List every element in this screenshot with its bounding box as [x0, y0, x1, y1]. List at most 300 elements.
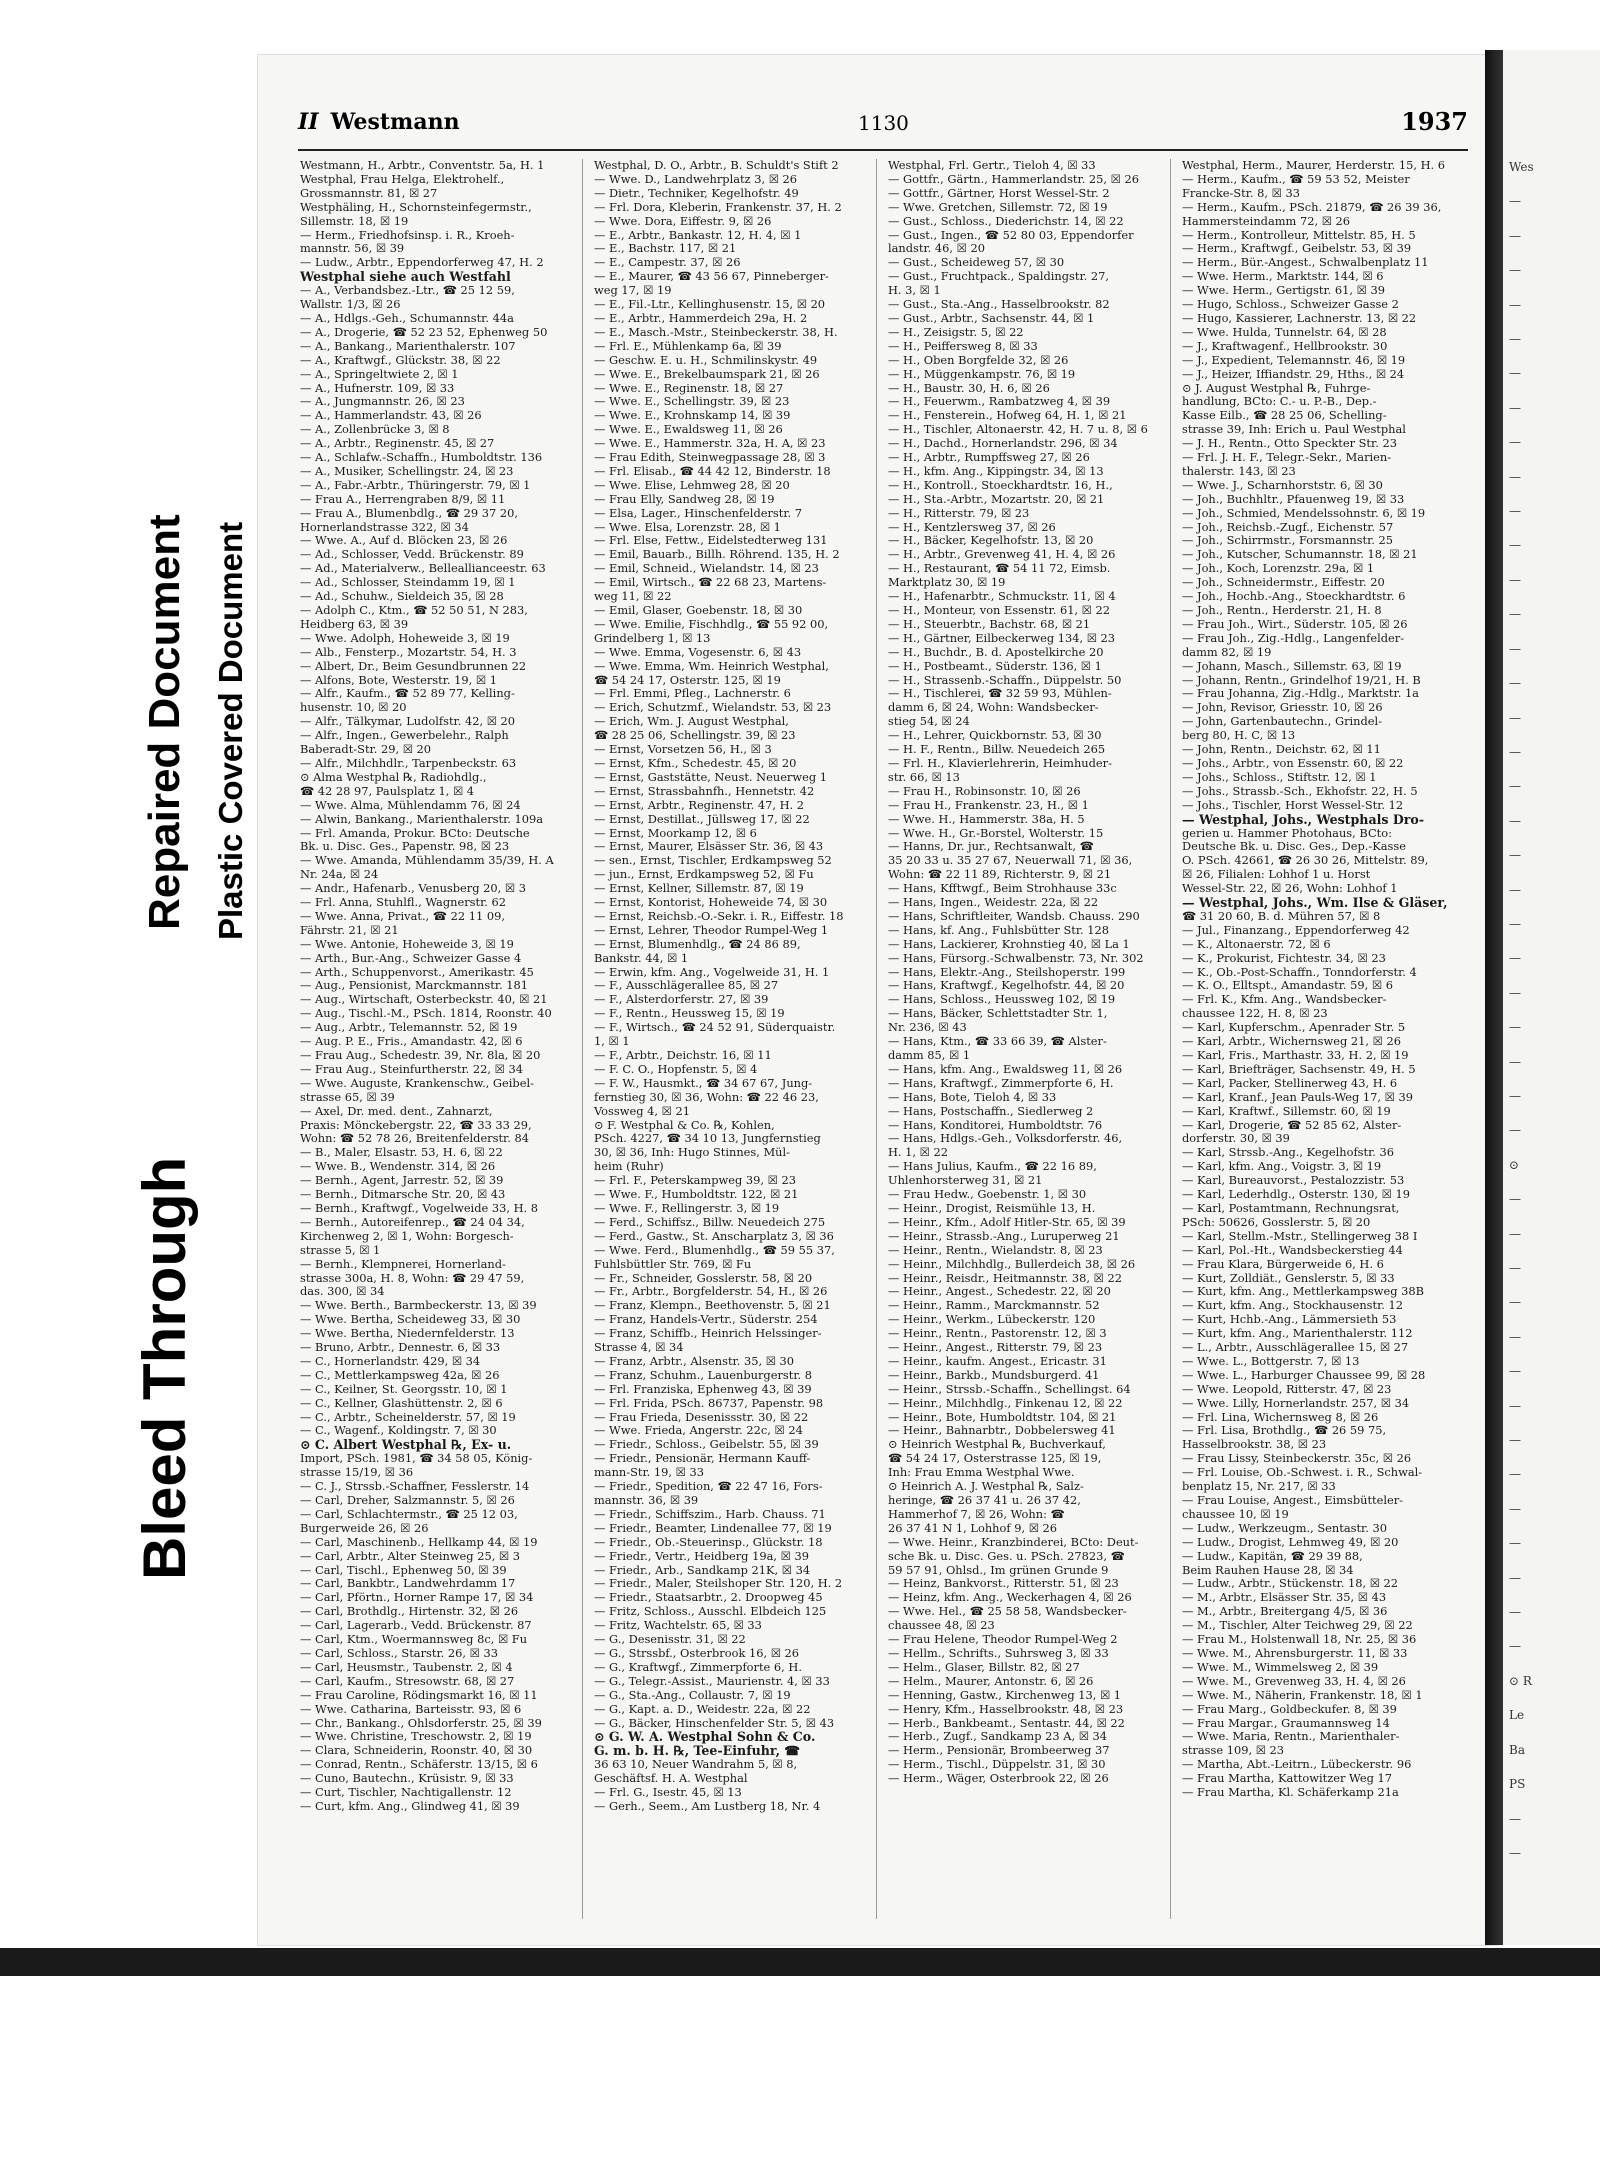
directory-entry: — Carl, Schloss., Starstr. 26, ☒ 33 — [300, 1646, 498, 1660]
directory-entry: strasse 15/19, ☒ 36 — [300, 1466, 414, 1480]
directory-entry: — Franz, Schiffb., Heinrich Helssinger- — [594, 1327, 822, 1341]
directory-entry: — Herb., Zugf., Sandkamp 23 A, ☒ 34 — [888, 1730, 1108, 1744]
directory-entry: — G., Telegr.-Assist., Maurienstr. 4, ☒ 33 — [594, 1674, 830, 1688]
directory-entry: — J. H., Rentn., Otto Speckter Str. 23 — [1182, 437, 1397, 451]
directory-entry: — Kurt, kfm. Ang., Mettlerkampsweg 38B — [1182, 1285, 1425, 1299]
directory-entry: ⊙ Alma Westphal ℞, Radiohdlg., — [300, 770, 487, 784]
directory-entry: — Karl, Stellm.-Mstr., Stellingerweg 38 I — [1182, 1229, 1418, 1243]
directory-entry: — Elsa, Lager., Hinschenfelderstr. 7 — [594, 506, 803, 520]
directory-entry: — F. W., Hausmkt., ☎ 34 67 67, Jung- — [594, 1076, 813, 1090]
directory-entry: Inh: Frau Emma Westphal Wwe. — [888, 1466, 1075, 1480]
directory-entry: — Herm., Kontrolleur, Mittelstr. 85, H. 5 — [1182, 228, 1416, 242]
next-page-fragment: PS — [1509, 1777, 1526, 1792]
page-header — [298, 105, 1468, 151]
directory-entry: — A., Kraftwgf., Glückstr. 38, ☒ 22 — [300, 353, 501, 367]
directory-entry: — Friedr., Spedition, ☎ 22 47 16, Fors- — [594, 1480, 823, 1494]
directory-entry: — Alfr., Milchhdlr., Tarpenbeckstr. 63 — [300, 756, 517, 770]
running-head — [298, 109, 460, 135]
directory-entry: — Wwe. H., Gr.-Borstel, Wolterstr. 15 — [888, 826, 1104, 840]
directory-entry: — Gerh., Seem., Am Lustberg 18, Nr. 4 — [594, 1799, 821, 1813]
directory-entry: Hammerhof 7, ☒ 26, Wohn: ☎ — [888, 1507, 1065, 1521]
next-page-fragment: — — [1509, 228, 1521, 243]
directory-entry: — Karl, Fris., Marthastr. 33, H. 2, ☒ 19 — [1182, 1049, 1409, 1062]
directory-entry: — Kurt, kfm. Ang., Stockhausenstr. 12 — [1182, 1299, 1404, 1313]
directory-entry: — Ernst, Vorsetzen 56, H., ☒ 3 — [594, 743, 772, 757]
directory-entry: — Wwe. E., Krohnskamp 14, ☒ 39 — [594, 409, 791, 423]
directory-entry: — John, Gartenbautechn., Grindel- — [1182, 715, 1383, 729]
next-page-fragment: — — [1509, 1088, 1521, 1103]
directory-entry: — Ludw., Kapitän, ☎ 29 39 88, — [1182, 1549, 1363, 1563]
directory-entry: — Ernst, Strassbahnfh., Hennetstr. 42 — [594, 784, 815, 798]
directory-entry: Wallstr. 1/3, ☒ 26 — [300, 298, 401, 312]
directory-entry: — Helm., Maurer, Antonstr. 6, ☒ 26 — [888, 1674, 1094, 1688]
directory-entry: — Ernst, Destillat., Jüllsweg 17, ☒ 22 — [594, 812, 810, 826]
directory-entry: — C., Keilner, St. Georgsstr. 10, ☒ 1 — [300, 1382, 508, 1396]
directory-entry: — Erich, Wm. J. August Westphal, — [594, 715, 789, 729]
directory-entry: — Erich, Schutzmf., Wielandstr. 53, ☒ 23 — [594, 701, 832, 715]
year: 1937 — [1401, 107, 1468, 136]
directory-entry: Westphal, Frl. Gertr., Tieloh 4, ☒ 33 — [888, 159, 1096, 172]
directory-entry: — Heinr., Strassb.-Ang., Luruperweg 21 — [888, 1229, 1120, 1243]
directory-entry: strasse 109, ☒ 23 — [1182, 1744, 1285, 1758]
directory-entry: — Carl, Schlachtermstr., ☎ 25 12 03, — [300, 1507, 518, 1521]
directory-entry: — Frl. Else, Fettw., Eidelstedterweg 131 — [594, 534, 828, 548]
directory-entry: — John, Revisor, Griesstr. 10, ☒ 26 — [1182, 701, 1383, 715]
directory-entry: str. 66, ☒ 13 — [888, 770, 960, 784]
directory-entry: — Wwe. Dora, Eiffestr. 9, ☒ 26 — [594, 214, 772, 228]
directory-entry: Westphal, D. O., Arbtr., B. Schuldt's Stift 2 — [594, 159, 839, 172]
directory-entry: — Emil, Schneid., Wielandstr. 14, ☒ 23 — [594, 562, 819, 576]
directory-entry: strasse 65, ☒ 39 — [300, 1090, 395, 1104]
directory-entry: — E., Maurer, ☎ 43 56 67, Pinneberger- — [594, 270, 829, 284]
directory-entry: — Frau Martha, Kattowitzer Weg 17 — [1182, 1772, 1392, 1786]
directory-entry: — G., Desenisstr. 31, ☒ 22 — [594, 1633, 746, 1647]
directory-entry: Westphal, Herm., Maurer, Herderstr. 15, H. 6 — [1182, 159, 1446, 172]
directory-entry: — Bernh., Agent, Jarrestr. 52, ☒ 39 — [300, 1174, 504, 1188]
directory-entry: — Wwe. A., Auf d. Blöcken 23, ☒ 26 — [300, 534, 508, 548]
next-page-fragment: — — [1509, 1570, 1521, 1585]
directory-entry: — Franz, Arbtr., Alsenstr. 35, ☒ 30 — [594, 1354, 795, 1368]
directory-entry: — Henry, Kfm., Hasselbrookstr. 48, ☒ 23 — [888, 1702, 1124, 1716]
next-page-fragment: — — [1509, 882, 1521, 897]
directory-entry: Francke-Str. 8, ☒ 33 — [1182, 186, 1300, 200]
directory-entry: — Friedr., Staatsarbtr., 2. Droopweg 45 — [594, 1591, 823, 1605]
directory-entry: 26 37 41 N 1, Lohhof 9, ☒ 26 — [888, 1521, 1058, 1535]
directory-entry: handlung, BCto: C.- u. P.-B., Dep.- — [1182, 395, 1377, 409]
next-page-fragment: — — [1509, 710, 1521, 725]
head-word: Westmann — [330, 109, 460, 135]
directory-entry: — Karl, Strssb.-Ang., Kegelhofstr. 36 — [1182, 1146, 1395, 1160]
directory-entry: — Wwe. Adolph, Hoheweide 3, ☒ 19 — [300, 631, 510, 645]
directory-entry: — Franz, Schuhm., Lauenburgerstr. 8 — [594, 1368, 813, 1382]
next-page-fragment: Wes — [1509, 160, 1534, 174]
directory-entry: dorferstr. 30, ☒ 39 — [1182, 1132, 1290, 1146]
directory-entry: — H., Peiffersweg 8, ☒ 33 — [888, 339, 1038, 353]
directory-entry: chaussee 122, H. 8, ☒ 23 — [1182, 1007, 1328, 1021]
directory-entry: Kasse Eilb., ☎ 28 25 06, Schelling- — [1182, 409, 1387, 423]
directory-entry: — E., Arbtr., Bankastr. 12, H. 4, ☒ 1 — [594, 228, 802, 242]
directory-entry: — Wwe. M., Näherin, Frankenstr. 18, ☒ 1 — [1182, 1688, 1423, 1702]
directory-entry: — Heinr., Strssb.-Schaffn., Schellingst. 64 — [888, 1382, 1131, 1396]
directory-entry: — Hans, Ktm., ☎ 33 66 39, ☎ Alster- — [888, 1035, 1107, 1049]
directory-entry: — H., Kontroll., Stoeckhardtstr. 16, H., — [888, 478, 1113, 492]
directory-entry: — H., Müggenkampstr. 76, ☒ 19 — [888, 367, 1076, 381]
directory-entry: Wessel-Str. 22, ☒ 26, Wohn: Lohhof 1 — [1182, 882, 1398, 896]
directory-entry: — Gust., Sta.-Ang., Hasselbrookstr. 82 — [888, 298, 1110, 312]
directory-entry: — Gottfr., Gärtn., Hammerlandstr. 25, ☒ 26 — [888, 172, 1139, 186]
directory-entry: Hasselbrookstr. 38, ☒ 23 — [1182, 1438, 1327, 1452]
next-page-fragment: — — [1509, 676, 1521, 691]
directory-entry: — Hans, Postschaffn., Siedlerweg 2 — [888, 1104, 1094, 1118]
directory-entry: ☒ 26, Filialen: Lohhof 1 u. Horst — [1182, 868, 1371, 882]
directory-entry: — Ernst, Kfm., Schedestr. 45, ☒ 20 — [594, 756, 797, 770]
directory-entry: ⊙ F. Westphal & Co. ℞, Kohlen, — [594, 1118, 775, 1132]
directory-entry: — Fritz, Wachtelstr. 65, ☒ 33 — [594, 1619, 762, 1633]
directory-entry: G. m. b. H. ℞, Tee-Einfuhr, ☎ — [594, 1744, 801, 1759]
directory-entry: — Karl, Packer, Stellinerweg 43, H. 6 — [1182, 1076, 1398, 1090]
next-page-fragment: — — [1509, 1054, 1521, 1069]
directory-entry: — E., Fil.-Ltr., Kellinghusenstr. 15, ☒ 20 — [594, 298, 826, 312]
directory-entry: — Kurt, kfm. Ang., Marienthalerstr. 112 — [1182, 1327, 1413, 1341]
directory-entry: Bk. u. Disc. Ges., Papenstr. 98, ☒ 23 — [300, 840, 510, 854]
directory-entry: — M., Tischler, Alter Teichweg 29, ☒ 22 — [1182, 1619, 1413, 1633]
directory-entry: — M., Arbtr., Elsässer Str. 35, ☒ 43 — [1182, 1591, 1387, 1605]
next-page-fragment: — — [1509, 572, 1521, 587]
bleed-through-label: Bleed Through — [131, 1156, 198, 1580]
directory-entry: — M., Arbtr., Breitergang 4/5, ☒ 36 — [1182, 1605, 1388, 1619]
directory-entry: — Emil, Bauarb., Billh. Röhrend. 135, H. 2 — [594, 548, 840, 562]
directory-entry: — Frau Margar., Graumannsweg 14 — [1182, 1716, 1390, 1730]
directory-entry: — Arth., Schuppenvorst., Amerikastr. 45 — [300, 965, 534, 979]
directory-entry: — Heinr., Angest., Ritterstr. 79, ☒ 23 — [888, 1341, 1103, 1355]
next-page-fragment: Ba — [1509, 1742, 1525, 1757]
directory-entry: — Heinr., Bote, Humboldtstr. 104, ☒ 21 — [888, 1410, 1117, 1424]
next-page-fragment: — — [1509, 1605, 1521, 1620]
directory-entry: Westphal, Frau Helga, Elektrohelf., — [300, 172, 505, 186]
directory-entry: — Hans, Ingen., Weidestr. 22a, ☒ 22 — [888, 896, 1099, 910]
directory-entry: berg 80, H. C, ☒ 13 — [1182, 729, 1296, 743]
directory-entry: Kirchenweg 2, ☒ 1, Wohn: Borgesch- — [300, 1229, 514, 1243]
next-page-fragment: — — [1509, 435, 1521, 450]
directory-entry: — G., Kraftwgf., Zimmerpforte 6, H. — [594, 1660, 802, 1674]
directory-entry: — A., Fabr.-Arbtr., Thüringerstr. 79, ☒ 1 — [300, 478, 531, 492]
directory-entry: — Carl, Tischl., Ephenweg 50, ☒ 39 — [300, 1563, 507, 1577]
next-page-fragment: ⊙ R — [1509, 1673, 1532, 1688]
directory-entry: — Frau Frieda, Desenissstr. 30, ☒ 22 — [594, 1410, 809, 1424]
directory-entry: — Wwe. Amanda, Mühlendamm 35/39, H. A — [300, 854, 554, 868]
directory-entry: — Heinr., kaufm. Angest., Ericastr. 31 — [888, 1354, 1107, 1368]
directory-entry: — Aug., Tischl.-M., PSch. 1814, Roonstr. 40 — [300, 1007, 552, 1021]
directory-entry: — Wwe. Bertha, Niedernfelderstr. 13 — [300, 1327, 515, 1341]
directory-entry: — Gust., Scheideweg 57, ☒ 30 — [888, 256, 1065, 270]
plastic-covered-document-label: Plastic Covered Document — [212, 521, 249, 940]
directory-entry: — Ad., Schlosser, Steindamm 19, ☒ 1 — [300, 576, 516, 590]
directory-entry: — Ludw., Arbtr., Stückenstr. 18, ☒ 22 — [1182, 1577, 1399, 1591]
directory-entry: — Wwe. Antonie, Hoheweide 3, ☒ 19 — [300, 937, 514, 951]
directory-entry: — Frau Caroline, Rödingsmarkt 16, ☒ 11 — [300, 1688, 538, 1702]
repaired-document-label: Repaired Document — [140, 514, 189, 930]
directory-entry: — G., Bäcker, Hinschenfelder Str. 5, ☒ 43 — [594, 1716, 835, 1730]
directory-entry: — Albert, Dr., Beim Gesundbrunnen 22 — [300, 659, 527, 673]
directory-entry: — Karl, Arbtr., Wichernsweg 21, ☒ 26 — [1182, 1035, 1401, 1049]
directory-entry: — Joh., Rentn., Herderstr. 21, H. 8 — [1182, 604, 1382, 617]
directory-entry: ☎ 28 25 06, Schellingstr. 39, ☒ 23 — [594, 729, 796, 743]
directory-entry: Wohn: ☎ 22 11 89, Richterstr. 9, ☒ 21 — [888, 868, 1112, 882]
directory-entry: Fuhlsbüttler Str. 769, ☒ Fu — [594, 1257, 752, 1271]
directory-entry: — H., Postbeamt., Süderstr. 136, ☒ 1 — [888, 659, 1102, 673]
next-page-fragment: — — [1509, 1261, 1521, 1275]
directory-entry: — Heinz, Bankvorst., Ritterstr. 51, ☒ 23 — [888, 1577, 1119, 1591]
directory-entry: — Wwe. Frieda, Angerstr. 22c, ☒ 24 — [594, 1424, 803, 1438]
directory-entry: — L., Arbtr., Ausschlägerallee 15, ☒ 27 — [1182, 1341, 1409, 1355]
directory-entry: — Wwe. Elsa, Lorenzstr. 28, ☒ 1 — [594, 520, 781, 534]
directory-entry: 1, ☒ 1 — [594, 1035, 630, 1049]
section-numeral: II — [298, 109, 319, 135]
directory-entry: — Karl, Bureauvorst., Pestalozzistr. 53 — [1182, 1174, 1405, 1188]
directory-entry: — Adolph C., Ktm., ☎ 52 50 51, N 283, — [300, 604, 528, 617]
directory-entry: — H., Buchdr., B. d. Apostelkirche 20 — [888, 645, 1104, 659]
directory-entry: — Hans, Schriftleiter, Wandsb. Chauss. 290 — [888, 909, 1140, 923]
directory-entry: — Friedr., Vertr., Heidberg 19a, ☒ 39 — [594, 1549, 809, 1563]
directory-entry: — H., Hafenarbtr., Schmuckstr. 11, ☒ 4 — [888, 590, 1116, 604]
directory-entry: — C., Mettlerkampsweg 42a, ☒ 26 — [300, 1368, 500, 1382]
directory-entry: thalerstr. 143, ☒ 23 — [1182, 464, 1296, 478]
directory-entry: ☎ 42 28 97, Paulsplatz 1, ☒ 4 — [300, 784, 475, 798]
directory-entry: — Hans, Schloss., Heussweg 102, ☒ 19 — [888, 993, 1116, 1007]
directory-entry: — Wwe. M., Ahrensburgerstr. 11, ☒ 33 — [1182, 1646, 1408, 1660]
directory-entry: — Bernh., Autoreifenrep., ☎ 24 04 34, — [300, 1215, 525, 1229]
directory-entry: — A., Bankang., Marienthalerstr. 107 — [300, 339, 516, 353]
directory-entry: das. 300, ☒ 34 — [300, 1285, 385, 1299]
directory-entry: — Friedr., Arb., Sandkamp 21K, ☒ 34 — [594, 1563, 811, 1577]
directory-entry: — Westphal, Johs., Westphals Dro- — [1182, 812, 1425, 827]
directory-entry: Burgerweide 26, ☒ 26 — [300, 1521, 429, 1535]
directory-entry: — Friedr., Pensionär, Hermann Kauff- — [594, 1452, 811, 1466]
directory-entry: — Ad., Schlosser, Vedd. Brückenstr. 89 — [300, 548, 524, 562]
directory-entry: — Hans Julius, Kaufm., ☎ 22 16 89, — [888, 1160, 1097, 1174]
directory-entry: — B., Maler, Elsastr. 53, H. 6, ☒ 22 — [300, 1146, 503, 1160]
directory-entry: — Ernst, Kontorist, Hoheweide 74, ☒ 30 — [594, 896, 828, 910]
directory-entry: mannstr. 56, ☒ 39 — [300, 242, 405, 256]
directory-entry: — Joh., Schneidermstr., Eiffestr. 20 — [1182, 576, 1385, 590]
directory-entry: — H., Lehrer, Quickbornstr. 53, ☒ 30 — [888, 729, 1102, 743]
directory-entry: heim (Ruhr) — [594, 1160, 664, 1174]
directory-entry: — Chr., Bankang., Ohlsdorferstr. 25, ☒ 39 — [300, 1716, 542, 1730]
directory-entry: — Emil, Wirtsch., ☎ 22 68 23, Martens- — [594, 576, 827, 590]
next-page-fragment: — — [1509, 194, 1521, 209]
directory-entry: — Frl. Amanda, Prokur. BCto: Deutsche — [300, 826, 530, 840]
next-page-fragment: — — [1509, 263, 1521, 278]
directory-entry: — Fr., Arbtr., Borgfelderstr. 54, H., ☒ 26 — [594, 1285, 828, 1299]
next-page-fragment: — — [1509, 985, 1521, 1000]
directory-entry: — Frl. J. H. F., Telegr.-Sekr., Marien- — [1182, 451, 1392, 465]
directory-entry: — Wwe. L., Bottgerstr. 7, ☒ 13 — [1182, 1354, 1360, 1368]
directory-entry: — Johann, Masch., Sillemstr. 63, ☒ 19 — [1182, 659, 1402, 673]
directory-entry: — Gust., Schloss., Diederichstr. 14, ☒ 22 — [888, 214, 1124, 228]
directory-entry: Praxis: Mönckebergstr. 22, ☎ 33 33 29, — [300, 1118, 532, 1132]
directory-entry: — G., Kapt. a. D., Weidestr. 22a, ☒ 22 — [594, 1702, 811, 1716]
directory-entry: — Herm., Bür.-Angest., Schwalbenplatz 11 — [1182, 256, 1429, 270]
next-page-fragment: — — [1509, 1295, 1521, 1310]
next-page-fragment: — — [1509, 1192, 1521, 1207]
directory-entry: — A., Hufnerstr. 109, ☒ 33 — [300, 381, 455, 395]
directory-entry: — Ernst, Gaststätte, Neust. Neuerweg 1 — [594, 770, 828, 784]
directory-entry: heringe, ☎ 26 37 41 u. 26 37 42, — [888, 1494, 1081, 1507]
directory-entry: — Frl. F., Peterskampweg 39, ☒ 23 — [594, 1174, 796, 1188]
directory-entry: — Carl, Dreher, Salzmannstr. 5, ☒ 26 — [300, 1494, 515, 1507]
directory-entry: — Frl. Lina, Wichernsweg 8, ☒ 26 — [1182, 1410, 1379, 1424]
directory-entry: — Aug., Arbtr., Telemannstr. 52, ☒ 19 — [300, 1021, 518, 1035]
directory-entry: — Ludw., Arbtr., Eppendorferweg 47, H. 2 — [300, 256, 544, 270]
directory-entry: — jun., Ernst, Erdkampsweg 52, ☒ Fu — [594, 868, 814, 882]
directory-entry: Bankstr. 44, ☒ 1 — [594, 951, 689, 965]
directory-entry: — Cuno, Bautechn., Krüsistr. 9, ☒ 33 — [300, 1772, 514, 1786]
directory-entry: — Hellm., Schrifts., Suhrsweg 3, ☒ 33 — [888, 1646, 1109, 1660]
directory-entry: — Wwe. Herm., Gertigstr. 61, ☒ 39 — [1182, 284, 1385, 298]
directory-entry: PSch: 50626, Gosslerstr. 5, ☒ 20 — [1182, 1215, 1371, 1229]
directory-entry: — Karl, Kraftwf., Sillemstr. 60, ☒ 19 — [1182, 1104, 1391, 1118]
directory-entry: — Hans, Kfftwgf., Beim Strohhause 33c — [888, 882, 1117, 896]
directory-entry: — Joh., Kutscher, Schumannstr. 18, ☒ 21 — [1182, 548, 1418, 562]
directory-entry: — Curt, kfm. Ang., Glindweg 41, ☒ 39 — [300, 1799, 520, 1813]
directory-entry: — H., Arbtr., Rumpffsweg 27, ☒ 26 — [888, 451, 1090, 465]
directory-entry: — Alfr., Tälkymar, Ludolfstr. 42, ☒ 20 — [300, 715, 516, 729]
directory-entry: — Kurt, Hchb.-Ang., Lämmersieth 53 — [1182, 1313, 1397, 1327]
directory-entry: — Frl. Franziska, Ephenweg 43, ☒ 39 — [594, 1382, 812, 1396]
next-page-edge — [1503, 50, 1600, 1945]
next-page-fragment: — — [1509, 1467, 1521, 1482]
directory-entry: — Wwe. Lilly, Hornerlandstr. 257, ☒ 34 — [1182, 1396, 1410, 1410]
directory-entry: — H., Arbtr., Grevenweg 41, H. 4, ☒ 26 — [888, 548, 1116, 562]
directory-entry: Fährstr. 21, ☒ 21 — [300, 923, 399, 937]
directory-entry: — C., Arbtr., Scheinelderstr. 57, ☒ 19 — [300, 1410, 516, 1424]
directory-entry: — Frl. Louise, Ob.-Schwest. i. R., Schwal- — [1182, 1466, 1423, 1480]
directory-entry: — C., Wagenf., Koldingstr. 7, ☒ 30 — [300, 1424, 497, 1438]
directory-entry: — Wwe. Hulda, Tunnelstr. 64, ☒ 28 — [1182, 325, 1387, 339]
directory-entry: — Wwe. Ferd., Blumenhdlg., ☎ 59 55 37, — [594, 1243, 835, 1257]
directory-entry: — Gust., Fruchtpack., Spaldingstr. 27, — [888, 270, 1109, 284]
directory-entry: — Wwe. E., Hammerstr. 32a, H. A, ☒ 23 — [594, 437, 826, 451]
directory-entry: — Herm., Kaufm., PSch. 21879, ☎ 26 39 36, — [1182, 200, 1442, 214]
directory-entry: — C., Hornerlandstr. 429, ☒ 34 — [300, 1354, 481, 1368]
next-page-fragment: — — [1509, 1226, 1521, 1241]
directory-entry: — Ernst, Lehrer, Theodor Rumpel-Weg 1 — [594, 923, 829, 937]
page-number: 1130 — [858, 111, 909, 135]
next-page-fragment: — — [1509, 916, 1521, 931]
directory-entry: — Frau Louise, Angest., Eimsbütteler- — [1182, 1494, 1404, 1507]
directory-entry: — Hugo, Kassierer, Lachnerstr. 13, ☒ 22 — [1182, 311, 1417, 325]
directory-entry: — Karl, Postamtmann, Rechnungsrat, — [1182, 1201, 1400, 1215]
directory-entry: — J., Heizer, Iffiandstr. 29, Hths., ☒ 24 — [1182, 367, 1405, 381]
directory-entry: Grindelberg 1, ☒ 13 — [594, 631, 711, 645]
directory-entry: — Johs., Tischler, Horst Wessel-Str. 12 — [1182, 798, 1404, 812]
directory-entry: — Aug. P. E., Fris., Amandastr. 42, ☒ 6 — [300, 1035, 523, 1049]
directory-entry: — Gottfr., Gärtner, Horst Wessel-Str. 2 — [888, 186, 1110, 200]
directory-entry: — Wwe. M., Grevenweg 33, H. 4, ☒ 26 — [1182, 1674, 1406, 1688]
directory-entry: — Heinr., Barkb., Mundsburgerd. 41 — [888, 1368, 1100, 1382]
next-page-fragment: — — [1509, 951, 1521, 966]
directory-entry: — E., Arbtr., Hammerdeich 29a, H. 2 — [594, 311, 808, 325]
directory-entry: — Ferd., Schiffsz., Billw. Neuedeich 275 — [594, 1215, 826, 1229]
directory-entry: — Wwe. F., Humboldtstr. 122, ☒ 21 — [594, 1188, 799, 1202]
directory-entry: — Frl. H., Klavierlehrerin, Heimhuder- — [888, 756, 1112, 770]
directory-entry: Hornerlandstrasse 322, ☒ 34 — [300, 520, 469, 534]
directory-entry: sche Bk. u. Disc. Ges. u. PSch. 27823, ☎ — [888, 1549, 1125, 1563]
next-page-fragment: — — [1509, 607, 1521, 622]
directory-entry: Vossweg 4, ☒ 21 — [594, 1104, 690, 1118]
directory-entry: — Gust., Arbtr., Sachsenstr. 44, ☒ 1 — [888, 311, 1095, 325]
directory-entry: — Wwe. Hel., ☎ 25 58 58, Wandsbecker- — [888, 1605, 1127, 1619]
directory-entry: — Frau Martha, Kl. Schäferkamp 21a — [1182, 1786, 1399, 1800]
directory-entry: Beim Rauhen Hause 28, ☒ 34 — [1182, 1563, 1354, 1577]
directory-entry: — Andr., Hafenarb., Venusberg 20, ☒ 3 — [300, 882, 526, 896]
directory-entry: — Ernst, Reichsb.-O.-Sekr. i. R., Eiffestr. 18 — [594, 909, 844, 923]
directory-entry: Uhlenhorsterweg 31, ☒ 21 — [888, 1174, 1043, 1188]
directory-entry: — Ernst, Arbtr., Reginenstr. 47, H. 2 — [594, 798, 805, 812]
directory-entry: — Johs., Arbtr., von Essenstr. 60, ☒ 22 — [1182, 756, 1404, 770]
directory-entry: — J., Expedient, Telemannstr. 46, ☒ 19 — [1182, 353, 1406, 367]
directory-entry: — Johs., Strassb.-Sch., Ekhofstr. 22, H. 5 — [1182, 784, 1418, 798]
directory-entry: — Karl, Pol.-Ht., Wandsbeckerstieg 44 — [1182, 1243, 1403, 1257]
next-page-fragment: — — [1509, 813, 1521, 828]
directory-entry: Import, PSch. 1981, ☎ 34 58 05, König- — [300, 1452, 533, 1466]
directory-entry: Westmann, H., Arbtr., Conventstr. 5a, H. 1 — [300, 159, 545, 172]
directory-entry: Hammersteindamm 72, ☒ 26 — [1182, 214, 1351, 228]
directory-entry: — Dietr., Techniker, Kegelhofstr. 49 — [594, 186, 799, 200]
directory-entry: — Hanns, Dr. jur., Rechtsanwalt, ☎ — [888, 840, 1094, 854]
directory-entry: PSch. 4227, ☎ 34 10 13, Jungfernstieg — [594, 1132, 821, 1146]
book-spine-shadow — [1485, 50, 1503, 1945]
directory-entry: ⊙ G. W. A. Westphal Sohn & Co. — [594, 1730, 816, 1745]
directory-entry: ⊙ C. Albert Westphal ℞, Ex- u. — [300, 1438, 512, 1453]
directory-entry: — Alfr., Kaufm., ☎ 52 89 77, Kelling- — [300, 687, 515, 701]
directory-entry: — Carl, Bankbtr., Landwehrdamm 17 — [300, 1577, 516, 1591]
scan-bottom-band — [0, 1948, 1600, 1976]
directory-entry: — Heinr., Kfm., Adolf Hitler-Str. 65, ☒ 39 — [888, 1215, 1126, 1229]
directory-entry: — C., Kellner, Glashüttenstr. 2, ☒ 6 — [300, 1396, 503, 1410]
directory-entry: — Hans, kf. Ang., Fuhlsbütter Str. 128 — [888, 923, 1110, 937]
directory-entry: — Wwe. H., Hammerstr. 38a, H. 5 — [888, 812, 1085, 826]
directory-entry: — A., Drogerie, ☎ 52 23 52, Ephenweg 50 — [300, 325, 548, 339]
directory-entry: Sillemstr. 18, ☒ 19 — [300, 214, 409, 228]
directory-entry: — Bruno, Arbtr., Dennestr. 6, ☒ 33 — [300, 1341, 501, 1355]
next-page-fragment: — — [1509, 1811, 1521, 1826]
directory-entry: — Wwe. Bertha, Scheideweg 33, ☒ 30 — [300, 1313, 521, 1327]
directory-entry: ⊙ Heinrich Westphal ℞, Buchverkauf, — [888, 1438, 1106, 1452]
directory-entry: — A., Schlafw.-Schaffn., Humboldtstr. 136 — [300, 451, 543, 465]
directory-entry: — Friedr., Maler, Steilshoper Str. 120, H. 2 — [594, 1577, 843, 1591]
directory-entry: — H., Zeisigstr. 5, ☒ 22 — [888, 325, 1024, 339]
directory-entry: weg 17, ☒ 19 — [594, 284, 672, 298]
directory-entry: damm 6, ☒ 24, Wohn: Wandsbecker- — [888, 701, 1099, 715]
directory-entry: — E., Masch.-Mstr., Steinbeckerstr. 38, H. — [594, 325, 838, 339]
directory-entry: stieg 54, ☒ 24 — [888, 715, 970, 729]
directory-entry: — Wwe. Leopold, Ritterstr. 47, ☒ 23 — [1182, 1382, 1392, 1396]
directory-entry: — Friedr., Schloss., Geibelstr. 55, ☒ 39 — [594, 1438, 819, 1452]
directory-entry: — H., Tischler, Altonaerstr. 42, H. 7 u. 8, ☒ 6 — [888, 423, 1148, 437]
directory-entry: — Frl. E., Mühlenkamp 6a, ☒ 39 — [594, 339, 782, 353]
directory-entry: — Hans, Hdlgs.-Geh., Volksdorferstr. 46, — [888, 1132, 1123, 1146]
directory-entry: ⊙ J. August Westphal ℞, Fuhrge- — [1182, 381, 1371, 395]
directory-entry: — H., Gärtner, Eilbeckerweg 134, ☒ 23 — [888, 631, 1116, 645]
directory-entry: Geschäftsf. H. A. Westphal — [594, 1772, 748, 1786]
directory-entry: — Ad., Materialverw., Belleallianceestr. 63 — [300, 562, 546, 576]
directory-entry: — F. C. O., Hopfenstr. 5, ☒ 4 — [594, 1062, 758, 1076]
next-page-fragment: — — [1509, 1123, 1521, 1138]
directory-entry: — Karl, Drogerie, ☎ 52 85 62, Alster- — [1182, 1118, 1402, 1132]
directory-entry: — Ferd., Gastw., St. Anscharplatz 3, ☒ 36 — [594, 1229, 834, 1243]
next-page-fragment: — — [1509, 400, 1521, 415]
